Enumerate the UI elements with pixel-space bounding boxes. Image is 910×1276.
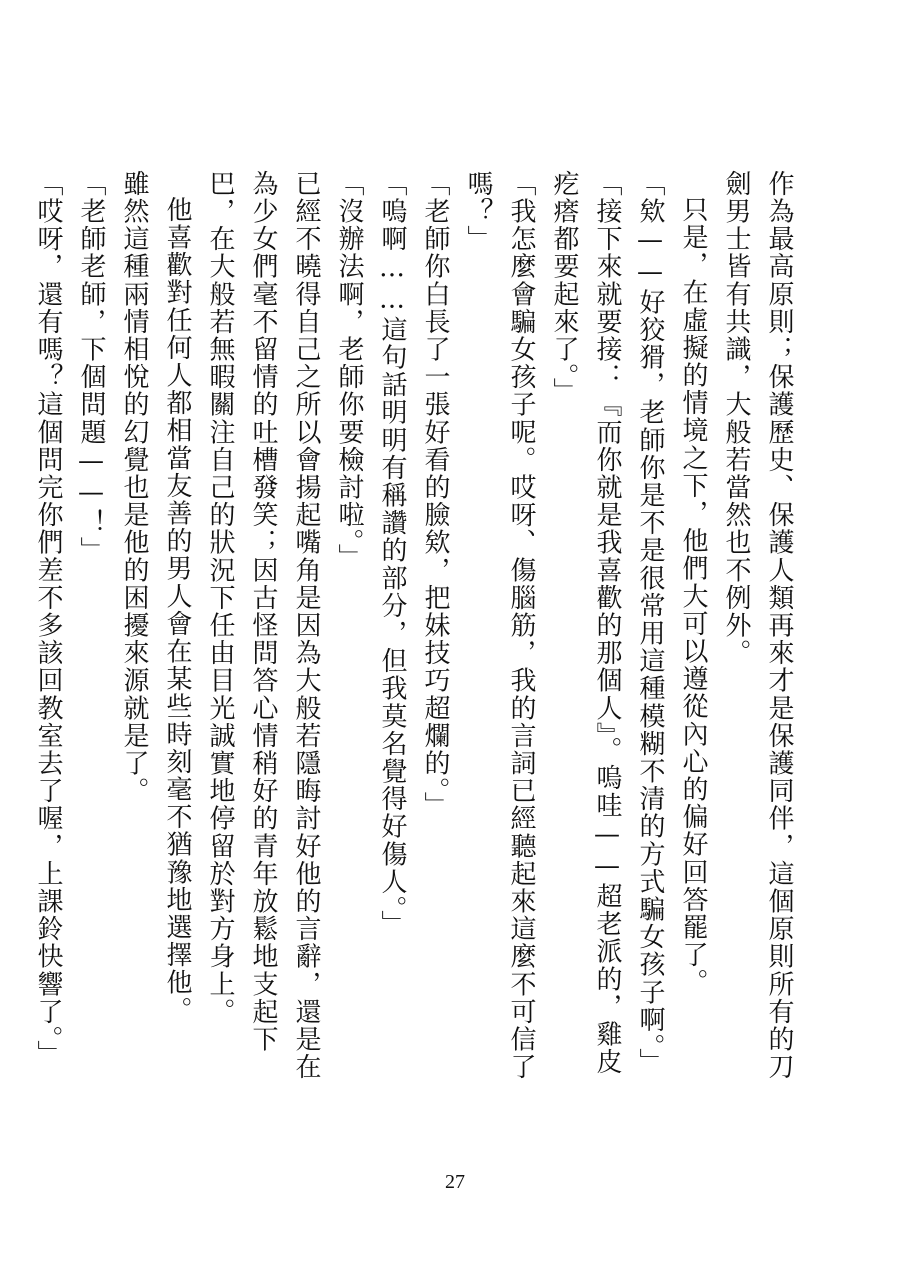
dialogue-4: 「老師你白長了一張好看的臉欸，把妹技巧超爛的。」 — [420, 170, 450, 820]
dialogue-5: 「嗚啊……這句話明明有稱讚的部分，但我莫名覺得好傷人。」 — [377, 170, 407, 938]
dialogue-2: 「接下來就要接：『而你就是我喜歡的那個人』。嗚哇——超老派的，雞皮疙瘩都要起來了。」 — [549, 170, 622, 1076]
dialogue-3: 「我怎麼會騙女孩子呢。哎呀、傷腦筋，我的言詞已經聽起來這麼不可信了嗎？」 — [463, 170, 536, 1081]
dialogue-8: 「哎呀，還有嗎？這個問完你們差不多該回教室去了喔，上課鈴快響了。」 — [33, 170, 63, 1068]
paragraph-4: 他喜歡對任何人都相當友善的男人會在某些時刻毫不猶豫地選擇他。 — [162, 196, 192, 1024]
vertical-text-body — [33, 170, 800, 1100]
dialogue-6: 「沒辦法啊，老師你要檢討啦。」 — [334, 170, 364, 571]
page-number: 27 — [445, 1171, 465, 1193]
paragraph-2: 只是，在虛擬的情境之下，他們大可以遵從內心的偏好回答罷了。 — [678, 196, 708, 997]
paragraph-5: 雖然這種兩情相悅的幻覺也是他的困擾來源就是了。 — [119, 170, 149, 805]
paragraph-1: 作為最高原則；保護歷史、保護人類再來才是保護同伴，這個原則所有的刀劍男士皆有共識，大般若當然也不例外。 — [721, 170, 794, 1081]
dialogue-1: 「欸——好狡猾，老師你是不是很常用這種模糊不清的方式騙女孩子啊。」 — [635, 170, 665, 1076]
dialogue-7: 「老師老師，下個問題——！」 — [76, 170, 106, 565]
paragraph-3: 已經不曉得自己之所以會揚起嘴角是因為大般若隱晦討好他的言辭，還是在為少女們毫不留情的吐槽發笑；因古怪問答心情稍好的青年放鬆地支起下巴，在大般若無暇關注自己的狀況下任由目光誠實地停留於對方身上。 — [205, 170, 321, 1081]
